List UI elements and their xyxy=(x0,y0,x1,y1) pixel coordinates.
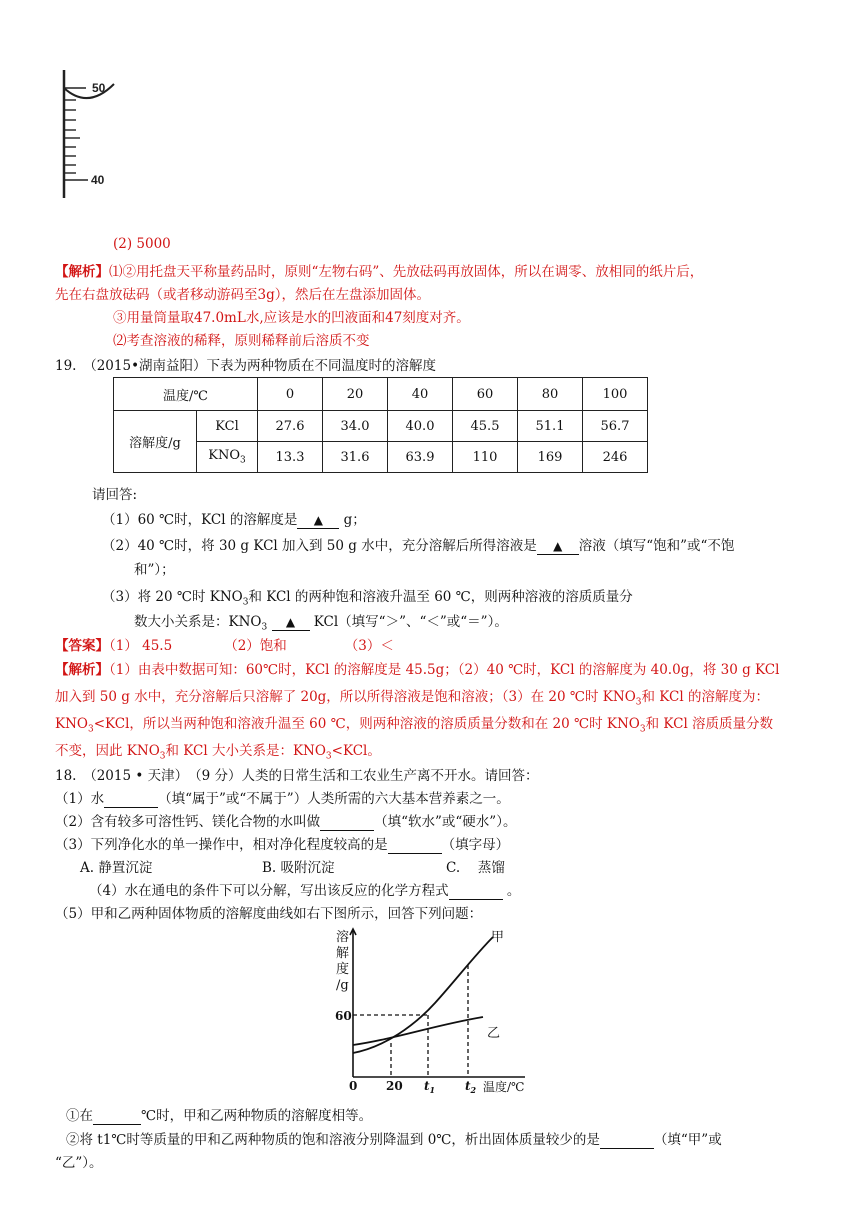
table-kno3-cell: 13.3 xyxy=(258,442,323,473)
q19-analysis-line-3: $KNO_3<KCl$，所以当两种饱和溶液升温至 60 ℃，则两种溶液的溶质质量分数和在 20 ℃时 $KNO_3$和 KCl 溶质质量分数 xyxy=(55,716,774,735)
table-kno3-cell: 169 xyxy=(518,442,583,473)
table-kno3-label: $KNO_3$ xyxy=(197,442,258,473)
q19-sub2: （2）40 ℃时，将 30 g KCl 加入到 50 g 水中，充分溶解后所得溶液是 ▲ 溶液（填写“饱和”或“不饱 xyxy=(102,538,735,554)
q19-please: 请回答: xyxy=(92,487,138,503)
analysis-line-3: ③用量筒量取47.0mL水,应该是水的凹液面和47刻度对齐。 xyxy=(113,310,470,326)
q18-stem: 18. （2015 • 天津） （9 分）人类的日常生活和工农业生产离不开水。请回答： xyxy=(55,768,539,784)
curve-yi xyxy=(353,1017,483,1045)
table-kcl-cell: 51.1 xyxy=(518,411,583,442)
graph-ylabel-char: 度 xyxy=(336,962,350,977)
analysis-line-2: 先在右盘放砝码（或者移动游码至3g），然后在左盘添加固体。 xyxy=(55,287,430,303)
q19-sub3: （3）将 20 ℃时 $KNO_3$和 KCl 的两种饱和溶液升温至 60 ℃，则两种溶液的溶质质量分 xyxy=(102,589,633,608)
q19-sub1: （1）60 ℃时，KCl 的溶解度是 ▲ g； xyxy=(102,512,366,528)
q18-sub5-2-cont: “乙”）。 xyxy=(55,1155,103,1171)
answer-2-text: (2) 5000 xyxy=(113,236,171,252)
table-kcl-cell: 34.0 xyxy=(323,411,388,442)
table-kcl-cell: 45.5 xyxy=(453,411,518,442)
table-temp-cell: 40 xyxy=(388,378,453,411)
table-header-temp: 温度/℃ xyxy=(114,378,258,411)
graph-xtick-t2: $t_2$ xyxy=(465,1079,477,1095)
analysis-line-4: ⑵考查溶液的稀释，原则稀释前后溶质不变 xyxy=(113,333,370,349)
graph-ylabel-char: 溶 xyxy=(336,930,350,945)
table-kcl-cell: 56.7 xyxy=(583,411,648,442)
q19-answer: 【答案】（1） 45.5 （2）饱和 （3）＜ xyxy=(55,638,394,654)
q18-sub1: （1）水 （填“属于”或“不属于”）人类所需的六大基本营养素之一。 xyxy=(55,791,510,807)
q18-sub5: （5）甲和乙两种固体物质的溶解度曲线如右下图所示，回答下列问题： xyxy=(55,906,483,922)
graduated-cylinder-figure xyxy=(58,70,128,200)
curve-jia xyxy=(353,937,493,1053)
table-solubility-label: 溶解度/g xyxy=(114,411,197,473)
curve-label-jia: 甲 xyxy=(491,930,505,945)
cylinder-mark-50: 50 xyxy=(92,81,106,95)
table-temp-cell: 0 xyxy=(258,378,323,411)
analysis-block-1 xyxy=(55,260,703,280)
graph-xlabel: 温度/℃ xyxy=(483,1080,525,1094)
cylinder-mark-40: 40 xyxy=(91,173,105,187)
table-kno3-cell: 31.6 xyxy=(323,442,388,473)
table-kcl-cell: 27.6 xyxy=(258,411,323,442)
solubility-curve-graph xyxy=(305,925,535,1095)
table-kno3-cell: 110 xyxy=(453,442,518,473)
graph-xtick-t1: $t_1$ xyxy=(424,1079,436,1095)
analysis-tag: 【解析】 xyxy=(55,264,109,280)
table-kcl-cell: 40.0 xyxy=(388,411,453,442)
graph-xtick-20: 20 xyxy=(386,1079,403,1093)
q18-option-a: A. 静置沉淀 xyxy=(80,860,153,876)
table-kno3-cell: 246 xyxy=(583,442,648,473)
analysis-line-1: ⑴②用托盘天平称量药品时，原则“左物右码”、先放砝码再放固体，所以在调零、放相同的纸片后， xyxy=(109,264,704,280)
q18-option-b: B. 吸附沉淀 xyxy=(262,860,335,876)
q19-analysis-line-4: 不变，因此 $KNO_3$和 KCl 大小关系是：$KNO_3<KCl$。 xyxy=(55,743,381,762)
graph-ylabel-char: 解 xyxy=(336,946,350,961)
q18-sub2: （2）含有较多可溶性钙、镁化合物的水叫做 （填“软水”或“硬水”）。 xyxy=(55,814,517,830)
q18-option-c: C. 蒸馏 xyxy=(446,860,505,876)
solubility-table xyxy=(113,377,648,473)
graph-ytick-60: 60 xyxy=(335,1009,352,1023)
table-temp-cell: 80 xyxy=(518,378,583,411)
q19-sub3-cont: 数大小关系是：$KNO_3$ ▲ KCl（填写“＞”、“＜”或“＝”）。 xyxy=(134,614,508,633)
table-temp-cell: 100 xyxy=(583,378,648,411)
graph-ylabel-char: /g xyxy=(336,978,349,993)
graph-xtick-0: 0 xyxy=(349,1079,358,1093)
q18-sub5-2: ②将 t1℃时等质量的甲和乙两种物质的饱和溶液分别降温到 0℃，析出固体质量较少的是 （填“甲”或 xyxy=(66,1132,722,1148)
table-temp-cell: 60 xyxy=(453,378,518,411)
q18-sub4: （4）水在通电的条件下可以分解，写出该反应的化学方程式 。 xyxy=(89,883,521,899)
q19-stem: 19. （2015•湖南益阳）下表为两种物质在不同温度时的溶解度 xyxy=(55,358,437,374)
q18-sub5-1: ①在 ℃时，甲和乙两种物质的溶解度相等。 xyxy=(66,1108,373,1124)
table-kno3-cell: 63.9 xyxy=(388,442,453,473)
table-kcl-label: KCl xyxy=(197,411,258,442)
table-temp-cell: 20 xyxy=(323,378,388,411)
q18-sub3: （3）下列净化水的单一操作中，相对净化程度较高的是 （填字母） xyxy=(55,837,510,853)
q19-analysis-line-2: 加入到 50 g 水中，充分溶解后只溶解了 20g，所以所得溶液是饱和溶液；（3）在 20 ℃时 $KNO_3$和 KCl 的溶解度为： xyxy=(55,689,769,708)
q19-analysis-line-1: 【解析】（1）由表中数据可知：60℃时，KCl 的溶解度是 45.5g；（2）40 ℃时，KCl 的溶解度为 40.0g，将 30 g KCl xyxy=(55,662,780,678)
curve-label-yi: 乙 xyxy=(487,1026,501,1041)
q19-sub2-cont: 和”）； xyxy=(134,562,175,578)
